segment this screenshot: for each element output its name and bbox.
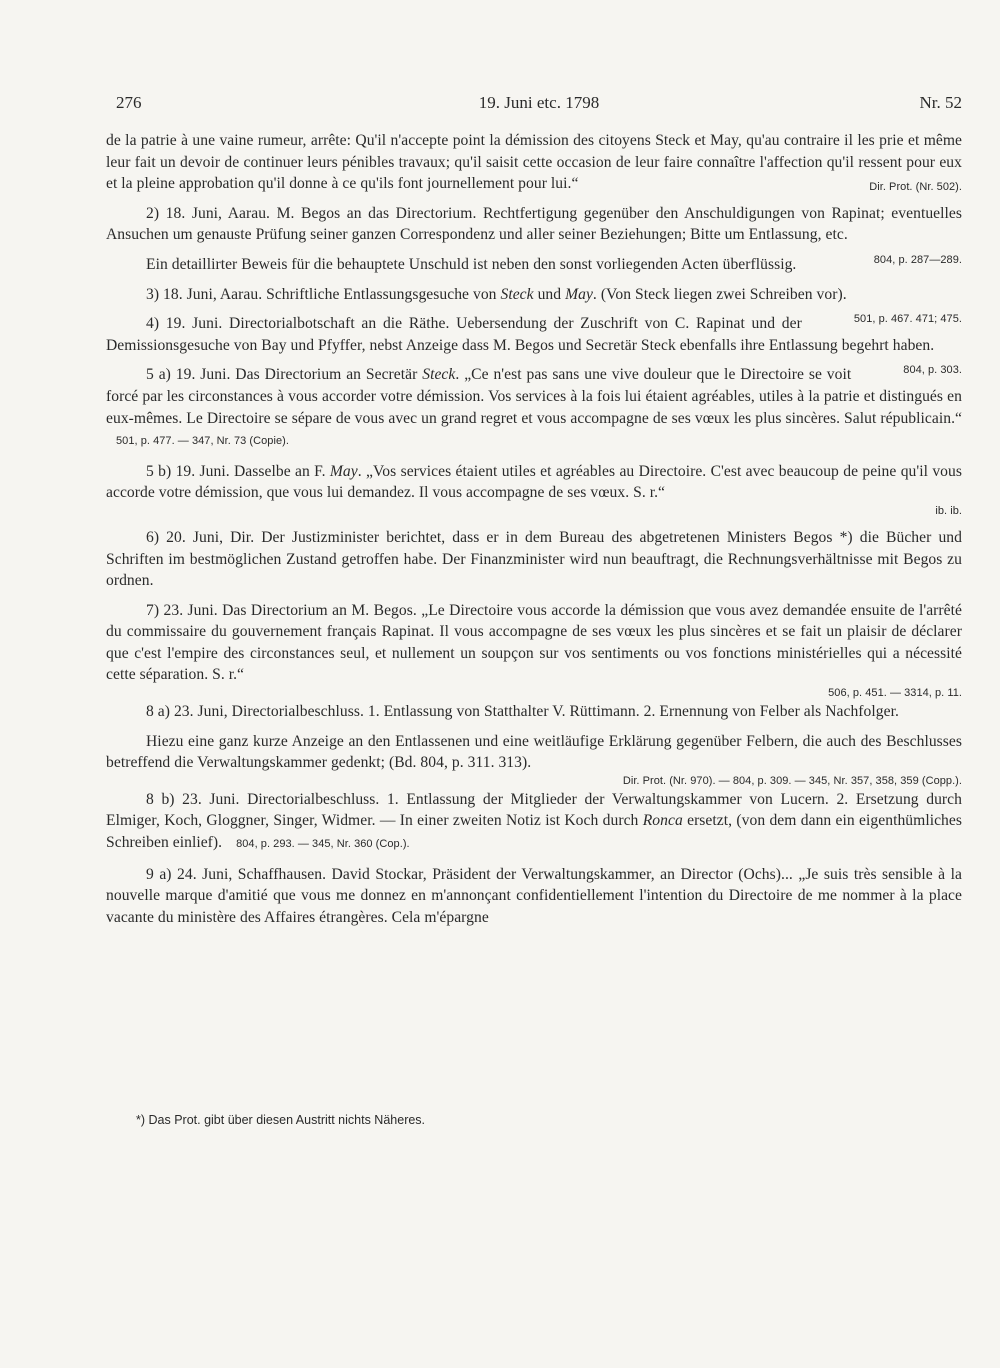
paragraph-text: ersetzt, (von dem dann ein eigenthümliches Schreiben einlief). [106,812,962,852]
paragraph-8 [106,527,962,592]
source-reference: ib. ib. [935,504,962,517]
paragraph-text: 3) 18. Juni, Aarau. Schriftliche Entlassungsgesuche von [146,285,501,303]
person-name: Steck [422,366,456,384]
paragraph-1 [106,130,962,195]
paragraph-text: Ein detaillirter Beweis für die behauptete Unschuld ist neben den sonst vorliegenden Acten überflüssig. [146,255,797,273]
paragraph-text: 5 a) 19. Juni. Das Directorium an Secretär [146,366,423,384]
paragraph-text: 2) 18. Juni, Aarau. M. Begos an das Directorium. Rechtfertigung gegenüber den Anschuldigungen von Rapinat; eventuelles Ansuchen um genauste Prüfung seiner ganzen Correspondenz und aller seiner Beziehungen; Bitte um Entlassung, etc. [106,204,962,244]
source-reference: 506, p. 451. — 3314, p. 11. [828,687,962,700]
paragraph-text: . „Vos services étaient utiles et agréables au Directoire. C'est avec beaucoup de peine qu'il vous accorde votre démission, que vous lui demandez. Il vous accompagne de ses vœux. S. r.“ [106,462,962,502]
paragraph-4 [106,284,962,326]
paragraph-text: Hiezu eine ganz kurze Anzeige an den Entlassenen und eine weitläufige Erklärung gegenüber Felbern, die auch des Beschlusses betreffend die Verwaltungskammer gedenkt; (Bd. 804, p. 311. 313). [106,732,962,772]
source-reference: 501, p. 467. 471; 475. [853,313,962,326]
paragraph-9 [106,600,962,686]
person-name: May [565,285,593,303]
source-reference: Dir. Prot. (Nr. 970). — 804, p. 309. — 345, Nr. 357, 358, 359 (Copp.). [622,774,962,787]
source-reference: Dir. Prot. (Nr. 502). [869,181,962,194]
running-header [116,93,962,119]
paragraph-text: 5 b) 19. Juni. Dasselbe an F. [146,462,330,480]
paragraph-text: 4) 19. Juni. Directorialbotschaft an die Räthe. Uebersendung der Zuschrift von C. Rapinat und der Demissionsgesuche von Bay und Pfyffer, nebst Anzeige dass M. Begos und Secretär Steck ebenfalls ihre Entlassung begehrt haben. [106,315,935,354]
paragraph-13 [106,864,962,929]
paragraph-12 [106,789,962,856]
paragraph-text: 9 a) 24. Juni, Schaffhausen. David Stockar, Präsident der Verwaltungskammer, an Director (Ochs)... „Je suis très sensible à la nouvelle marque d'amitié que vous me donnez en m'annonçant confidentiellement l'intention du Directoire de me nommer à la place vacante du ministère des Affaires étrangères. Cela m'épargne [106,865,962,926]
footnote: *) Das Prot. gibt über diesen Austritt nichts Näheres. [136,1113,426,1127]
paragraph-text: . „Ce n'est pas sans une vive douleur que le Directoire se voit forcé par les circonstances à vous accorder votre démission. Vos services à la fois lui étaient agréables, utiles à la patrie et distingués en eux-mêmes. Le Directoire se sépare de vous avec un grand regret et vous accompagne de ses vœux les plus sincères. Salut républicain.“ [106,366,962,427]
paragraph-text: 8 b) 23. Juni. Directorialbeschluss. 1. Entlassung der Mitglieder der Verwaltungskammer von Lucern. 2. Ersetzung durch Elmiger, Koch, Gloggner, Singer, Widmer. — In einer zweiten Notiz ist Koch durch [106,790,962,830]
paragraph-10 [106,701,962,723]
paragraph-text: 6) 20. Juni, Dir. Der Justizminister berichtet, dass er in dem Bureau des abgetretenen Ministers Begos *) die Bücher und Schriften im bestmöglichen Zustand getroffen habe. Der Finanzminister wird nun beauftragt, die Rechnungsverhältnisse mit Begos zu ordnen. [106,528,962,590]
source-reference: 804, p. 293. — 345, Nr. 360 (Cop.). [236,838,410,851]
source-reference: 804, p. 287—289. [873,253,962,266]
paragraph-text: und [533,285,566,303]
source-reference: 804, p. 303. [903,364,962,377]
person-name: Ronca [642,812,683,830]
page-number: 276 [116,93,142,112]
paragraph-6 [106,364,962,452]
source-reference: 501, p. 477. — 347, Nr. 73 (Copie). [116,435,289,448]
main-text [106,130,962,928]
paragraph-11 [106,731,962,774]
paragraph-text: 8 a) 23. Juni, Directorialbeschluss. 1. Entlassung von Statthalter V. Rüttimann. 2. Ernennung von Felber als Nachfolger. [146,703,899,721]
document-number: Nr. 52 [919,93,962,112]
paragraph-text: de la patrie à une vaine rumeur, arrête: Qu'il n'accepte point la démission des citoyens Steck et May, qu'au contraire il les prie et même leur fait un devoir de continuer leurs pénibles travaux; qu'il saisit cette occasion de leur faire connaître l'affection qu'il ressent pour eux et la pleine approbation qu'il donne à ce qu'ils font journellement pour lui.“ [106,132,962,193]
paragraph-text: 7) 23. Juni. Das Directorium an M. Begos. „Le Directoire vous accorde la démission que vous avez demandée ensuite de l'arrêté du commissaire du gouvernement français Rapinat. Il vous accompagne de ses vœux les plus sincères et se fait un plaisir de déclarer que c'est l'empire des circonstances seul, et nullement un soupçon sur vos sentiments ou vos fonctions ministérielles qui a nécessité cette séparation. S. r.“ [106,601,962,684]
person-name: May [329,462,358,480]
paragraph-7 [106,461,962,504]
person-name: Steck [500,285,534,303]
running-title: 19. Juni etc. 1798 [478,93,600,112]
paragraph-text: . (Von Steck liegen zwei Schreiben vor). [592,285,847,303]
